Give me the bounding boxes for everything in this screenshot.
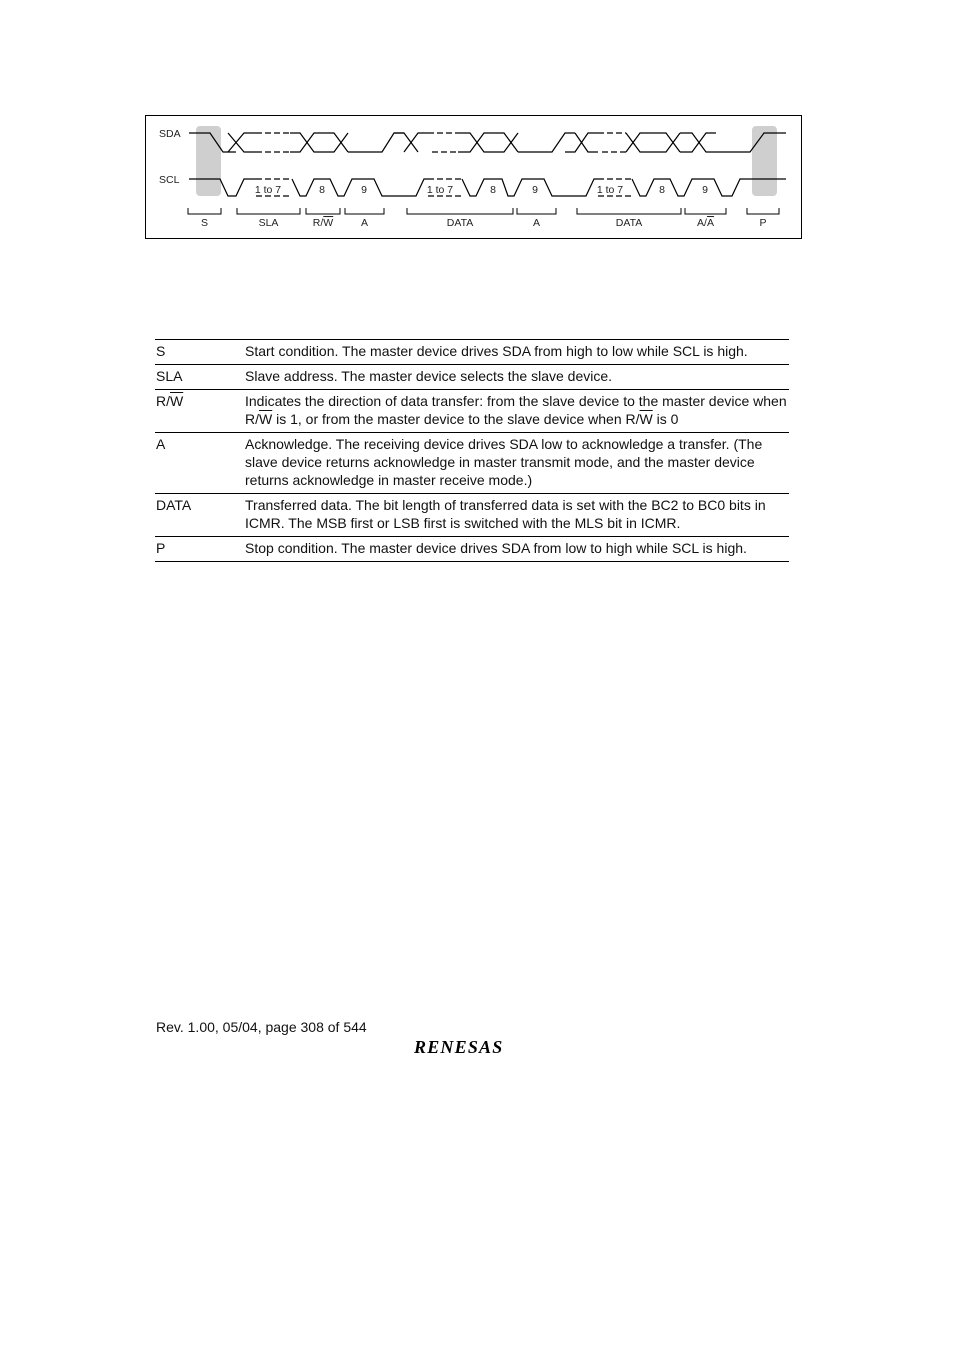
segment-bracket	[237, 208, 300, 214]
start-condition-highlight	[196, 126, 221, 196]
segment-label: P	[759, 217, 767, 229]
segment-bracket	[747, 208, 779, 214]
legend-description: Slave address. The master device selects the slave device.	[245, 365, 789, 390]
legend-term: S	[155, 340, 245, 365]
legend-description: Start condition. The master device drives SDA from high to low while SCL is high.	[245, 340, 789, 365]
scl-signal-label: SCL	[159, 174, 180, 186]
segment-bracket	[345, 208, 384, 214]
scl-pulse-label: 8	[659, 184, 665, 196]
segment-bracket	[517, 208, 556, 214]
segment-bracket	[407, 208, 513, 214]
scl-pulse-label: 8	[319, 184, 325, 196]
legend-row	[155, 340, 789, 365]
segment-bracket	[685, 208, 726, 214]
segment-label: DATA	[446, 217, 474, 229]
stop-condition-highlight	[752, 126, 777, 196]
renesas-logo-text: RENESAS	[414, 1037, 504, 1057]
segment-bracket	[188, 208, 221, 214]
segment-label: DATA	[615, 217, 643, 229]
segment-label: R/W	[312, 217, 334, 229]
legend-row	[155, 390, 789, 433]
segment-label: A	[360, 217, 369, 229]
scl-pulse-label: 9	[532, 184, 538, 196]
scl-pulse-label: 8	[490, 184, 496, 196]
scl-pulse-label: 1 to 7	[596, 184, 624, 196]
legend-row	[155, 537, 789, 562]
legend-description: Acknowledge. The receiving device drives SDA low to acknowledge a transfer. (The slave device returns acknowledge in master transmit mode, and the master device returns acknowledge in master receive mode.)	[245, 433, 789, 494]
timing-diagram	[0, 0, 954, 250]
renesas-logo	[413, 1036, 535, 1058]
segment-label: A	[532, 217, 541, 229]
scl-pulse-label: 9	[702, 184, 708, 196]
sda-waveform	[189, 133, 786, 152]
scl-pulse-label: 1 to 7	[426, 184, 454, 196]
segment-label: A/A	[697, 217, 714, 229]
segment-bracket	[306, 208, 340, 214]
legend-term: SLA	[155, 365, 245, 390]
legend-term: P	[155, 537, 245, 562]
scl-pulse-label: 1 to 7	[254, 184, 282, 196]
legend-description: Indicates the direction of data transfer: from the slave device to the master device when $R/\overline{W}$ is 1, or from the master device to the slave device when $R/\overline{W}$ is 0	[245, 390, 789, 433]
segment-bracket	[577, 208, 681, 214]
legend-term: $R/\overline{W}$	[155, 390, 245, 433]
scl-pulse-label: 9	[361, 184, 367, 196]
sda-signal-label: SDA	[159, 128, 181, 140]
legend-term: A	[155, 433, 245, 494]
legend-row	[155, 433, 789, 494]
legend-description: Stop condition. The master device drives SDA from low to high while SCL is high.	[245, 537, 789, 562]
legend-term: DATA	[155, 494, 245, 537]
legend-description: Transferred data. The bit length of transferred data is set with the BC2 to BC0 bits in ICMR. The MSB first or LSB first is switched with the MLS bit in ICMR.	[245, 494, 789, 537]
segment-label: SLA	[258, 217, 279, 229]
segment-label: S	[200, 217, 209, 229]
legend-row	[155, 494, 789, 537]
page-footer: Rev. 1.00, 05/04, page 308 of 544	[156, 1019, 367, 1035]
segment-brackets	[188, 208, 779, 214]
legend-row	[155, 365, 789, 390]
abbreviation-legend-table	[155, 339, 789, 562]
